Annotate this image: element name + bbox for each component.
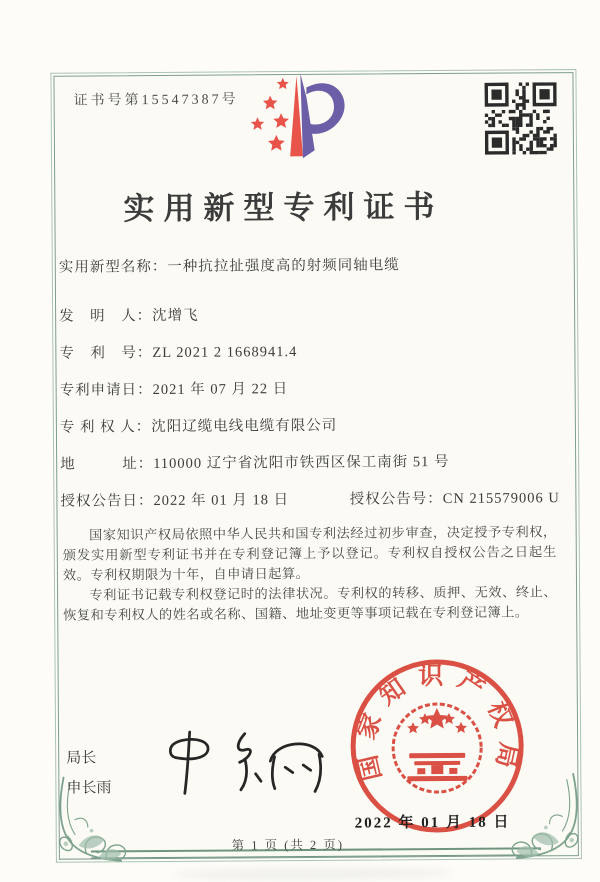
field-value: 2022 年 01 月 18 日 (153, 492, 290, 510)
signer-title: 局长 (66, 749, 97, 767)
seal-date: 2022 年 01 月 18 日 (354, 814, 511, 832)
field-row (60, 375, 560, 399)
field-value: 110000 辽宁省沈阳市铁西区保工南街 51 号 (153, 453, 450, 473)
field-label: 实用新型名称： (58, 258, 168, 276)
cnipa-logo-icon (233, 62, 362, 171)
seal-arc-text: 国家知识产权局 (352, 662, 523, 783)
field-value: 一种抗拉扯强度高的射频同轴电缆 (167, 257, 400, 275)
legal-paragraph: 国家知识产权局依照中华人民共和国专利法经过初步审查，决定授予专利权，颁发实用新型专利证书并在专利登记簿上予以登记。专利权自授权公告之日起生效。专利权期限为十年，自申请日起算。 (62, 524, 557, 583)
field-value: ZL 2021 2 1668941.4 (152, 344, 298, 362)
field-label: 专 利 号： (59, 345, 153, 362)
legal-paragraph: 专利证书记载专利权登记时的法律状况。专利权的转移、质押、无效、终止、恢复和专利权人的姓名或名称、国籍、地址变更等事项记载在专利登记簿上。 (63, 584, 558, 623)
next-page-bleed (173, 867, 453, 881)
field-row (59, 301, 559, 325)
field-row (60, 412, 560, 436)
field-value: 沈增飞 (152, 307, 199, 325)
certificate-title: 实用新型专利证书 (123, 188, 444, 227)
certificate-number: 证书号第15547387号 (73, 92, 239, 109)
field-label: 发 明 人： (59, 308, 153, 325)
field-label: 专利申请日： (59, 382, 153, 399)
field-label: 授权公告日： (60, 493, 154, 510)
field-row-grant (60, 486, 560, 510)
grant-date (60, 492, 289, 510)
field-value: 沈阳辽缆电线电缆有限公司 (151, 417, 338, 436)
field-label: 地 址： (60, 456, 154, 473)
page-number: 第 1 页 (共 2 页) (231, 837, 345, 853)
signer-block (66, 743, 111, 803)
legal-text (63, 522, 558, 625)
qr-code (485, 82, 558, 155)
field-row (60, 449, 560, 473)
field-value: CN 215579006 U (442, 490, 560, 508)
field-row (59, 252, 559, 276)
field-value: 2021 年 07 月 22 日 (152, 381, 289, 399)
field-row (59, 338, 559, 362)
field-label: 专 利 权 人： (59, 419, 152, 436)
official-red-seal (347, 655, 528, 836)
handwritten-signature (160, 722, 341, 807)
field-label: 授权公告号： (349, 491, 443, 508)
grant-number (350, 490, 560, 507)
signer-name: 申长雨 (66, 779, 112, 797)
national-emblem-icon (393, 704, 482, 793)
